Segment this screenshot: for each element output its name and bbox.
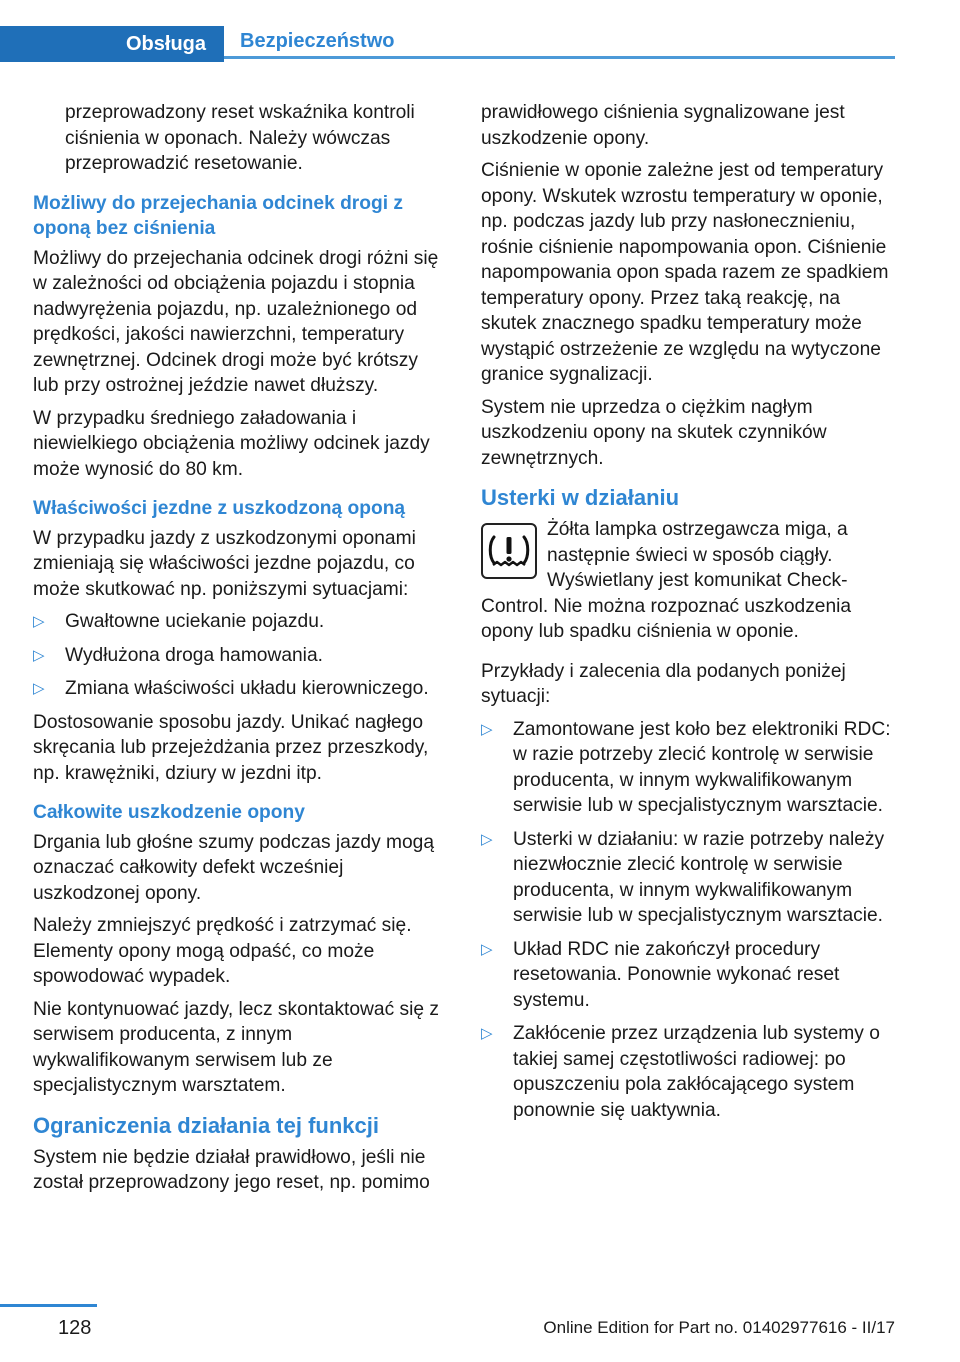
left-column xyxy=(33,100,448,1203)
paragraph: prawidłowego ciśnienia sygnalizowane jest uszkodzenie opony. xyxy=(481,102,845,149)
paragraph: Drgania lub głośne szumy podczas jazdy mogą oznaczać całkowity defekt wcześniej uszkodzonej opony. xyxy=(33,831,435,904)
paragraph: W przypadku średniego załadowania i niewielkiego obciążenia możliwy odcinek jazdy może wynosić do 80 km. xyxy=(33,407,430,480)
paragraph: System nie uprzedza o ciężkim nagłym uszkodzeniu opony na skutek czynników zewnętrznych. xyxy=(481,396,827,469)
triangle-bullet-icon: ▷ xyxy=(481,940,493,958)
tire-pressure-warning-icon xyxy=(481,523,537,579)
list-item: ▷ Układ RDC nie zakończył procedury resetowania. Ponownie wykonać reset systemu. xyxy=(481,938,840,1011)
footer-rule xyxy=(0,1304,97,1307)
section-tabs xyxy=(0,26,895,62)
tab-bezpieczenstwo[interactable]: Bezpieczeństwo xyxy=(224,26,895,59)
continued-paragraph: przeprowadzony reset wskaźnika kontroli ciśnienia w oponach. Należy wówczas przeprowadzić resetowanie. xyxy=(65,102,415,174)
list-item: ▷ Zakłócenie przez urządzenia lub systemy o takiej samej częstotliwości radiowej: po opuszczeniu pola zakłócającego system ponownie się uaktywnia. xyxy=(481,1023,880,1121)
subheading-handling: Właściwości jezdne z uszkodzoną oponą xyxy=(33,498,406,519)
triangle-bullet-icon: ▷ xyxy=(481,830,493,848)
paragraph: System nie będzie działał prawidłowo, jeśli nie został przeprowadzony jego reset, np. pomimo xyxy=(33,1146,430,1193)
paragraph: Ciśnienie w oponie zależne jest od temperatury opony. Wskutek wzrostu temperatury w oponie, np. podczas jazdy lub przy nasłonecznieniu, rośnie ciśnienie napompowania opon. Ciśnienie napompowania opon spada razem ze spadkiem temperatury opony. Przez taką reakcję, na skutek znacznego spadku temperatury może wystąpić ostrzeżenie ze względu na wytyczone granice sygnalizacji. xyxy=(481,160,889,385)
heading-limitations: Ograniczenia działania tej funkcji xyxy=(33,1112,379,1138)
paragraph: Dostosowanie sposobu jazdy. Unikać nagłego skręcania lub przejeżdżania przez przeszkody, np. krawężniki, dziury w jezdni itp. xyxy=(33,711,429,784)
bullet-list xyxy=(481,717,895,1124)
triangle-bullet-icon: ▷ xyxy=(481,1025,493,1042)
list-item: ▷ Zmiana właściwości układu kierowniczego. xyxy=(33,676,448,702)
page-number: 128 xyxy=(58,1317,92,1339)
edition-note: Online Edition for Part no. 01402977616 - II/17 xyxy=(543,1318,895,1337)
list-item: ▷ Wydłużona droga hamowania. xyxy=(33,643,448,669)
triangle-bullet-icon: ▷ xyxy=(33,680,45,697)
subheading-total-damage: Całkowite uszkodzenie opony xyxy=(33,802,305,823)
paragraph: Nie kontynuować jazdy, lecz skontaktować się z serwisem producenta, z innym wykwalifikowanym serwisem lub ze specjalistycznym warsztatem. xyxy=(33,998,439,1096)
right-column xyxy=(481,100,895,1131)
paragraph: Możliwy do przejechania odcinek drogi różni się w zależności od obciążenia pojazdu i stopnia nadwyrężenia pojazdu, np. uzależnionego od prędkości, jakości nawierzchni, temperatury zewnętrznej. Odcinek drogi może być krótszy lub przy ostrożnej jeździe nawet dłuższy. xyxy=(33,247,439,396)
list-item: ▷ Zamontowane jest koło bez elektroniki RDC: w razie potrzeby zlecić kontrolę w serwisie producenta, w innym wykwalifikowanym serwisie lub w specjalistycznym warsztacie. xyxy=(481,718,891,816)
triangle-bullet-icon: ▷ xyxy=(33,646,45,664)
paragraph: Żółta lampka ostrzegawcza miga, a następnie świeci w sposób ciągły. Wyświetlany jest komunikat Check-Control. Nie można rozpoznać uszkodzenia opony lub spadku ciśnienia w oponie. xyxy=(481,519,852,642)
list-item: ▷ Usterki w działaniu: w razie potrzeby należy niezwłocznie zlecić kontrolę w serwisie producenta, w innym wykwalifikowanym serwisie lub w specjalistycznym warsztacie. xyxy=(481,828,885,926)
paragraph: Przykłady i zalecenia dla podanych poniżej sytuacji: xyxy=(481,660,846,707)
paragraph: Należy zmniejszyć prędkość i zatrzymać się. Elementy opony mogą odpaść, co może spowodować wypadek. xyxy=(33,915,412,987)
warning-light-block xyxy=(481,517,895,645)
paragraph: W przypadku jazdy z uszkodzonymi oponami zmieniają się właściwości jezdne pojazdu, co może skutkować np. poniższymi sytuacjami: xyxy=(33,527,416,600)
list-item: ▷ Gwałtowne uciekanie pojazdu. xyxy=(33,609,448,635)
triangle-bullet-icon: ▷ xyxy=(481,720,493,738)
heading-malfunctions: Usterki w działaniu xyxy=(481,485,680,510)
tab-obsluga[interactable]: Obsługa xyxy=(0,26,224,62)
triangle-bullet-icon: ▷ xyxy=(33,613,45,630)
subheading-range: Możliwy do przejechania odcinek drogi z oponą bez ciśnienia xyxy=(33,192,403,239)
bullet-list xyxy=(33,609,448,702)
